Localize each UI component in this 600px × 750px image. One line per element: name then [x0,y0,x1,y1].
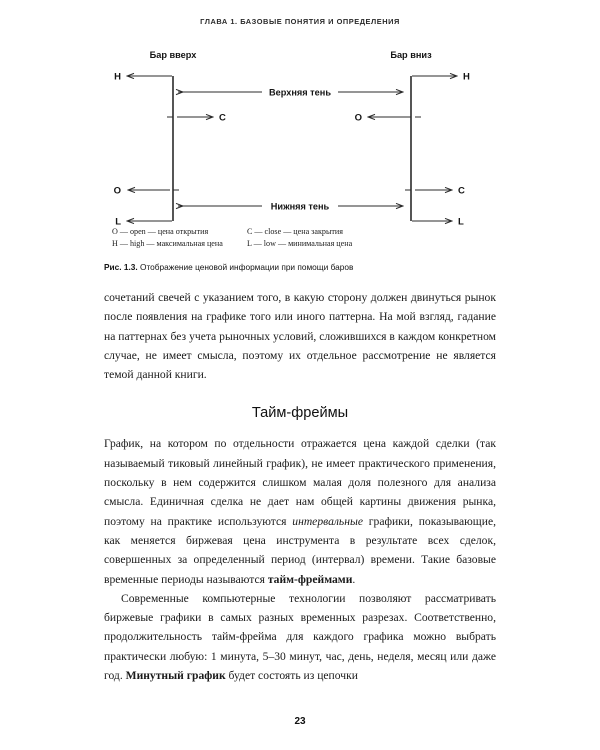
right-bar-low-label: L [458,216,464,228]
legend-open-definition: O — open — цена открытия [112,227,209,236]
paragraph-continued: сочетаний свечей с указанием того, в какую сторону должен двинуться рынок после появления на графике того или иного паттерна. На мой взгляд, гадание на паттернах без учета рыночных условий, сложившихся в каждом конкретном случае, не имеет смысла, поэтому их отдельное рассмотрение не является темой данной книги. [104,291,496,382]
right-bar-open-label: O [354,112,362,124]
legend-high-definition: H — high — максимальная цена [112,238,223,248]
right-bar-high-label: H [463,71,470,83]
paragraph-timeframes-1 [104,434,496,588]
legend-close-definition: C — close — цена закрытия [247,227,343,236]
left-bar-high-label: H [114,71,121,83]
page-number: 23 [294,716,306,727]
figure-legend [112,226,512,249]
section-heading: Тайм-фреймы [251,405,349,422]
lower-shadow-label: Нижняя тень [270,201,330,212]
para2-italic-term: интервальные [292,514,363,528]
para3-part-a: Современные компьютерные технологии позволяют рассматривать биржевые графики в самых разных временных разрезах. Соответственно, продолжительность тайм-фрейма для каждого графика можно выбрать практически любую: 1 минута, 5–30 минут, час, день, неделя, месяц или даже год. [104,591,496,683]
upper-shadow-label: Верхняя тень [269,87,331,98]
para2-bold-term: тайм-фреймами [267,572,353,586]
figure-caption [104,262,524,272]
right-bar-close-label: C [458,185,465,197]
legend-row [112,226,512,238]
left-bar-open-label: O [113,185,121,197]
right-bar-title: Бар вниз [390,50,432,60]
figure-caption-text: Отображение ценовой информации при помощи баров [140,262,354,272]
para2-part-b: графики, показывающие, как меняется биржевая цена инструмента в результате всех сделок, совершенных за определенный период (интервал) времени. Такие базовые временные периоды называются [104,514,496,586]
left-bar-title: Бар вверх [149,50,197,60]
legend-row [112,238,512,250]
para2-part-c: . [352,572,356,586]
running-head: ГЛАВА 1. БАЗОВЫЕ ПОНЯТИЯ И ОПРЕДЕЛЕНИЯ [200,17,400,26]
body-column [104,288,496,685]
figure-caption-number: Рис. 1.3. [104,262,138,272]
legend-low-definition: L — low — минимальная цена [247,238,353,248]
para3-bold-term: Минутный график [125,669,226,683]
paragraph-timeframes-2 [104,589,496,685]
para2-part-a: График, на котором по отдельности отражается цена каждой сделки (так называемый тиковый линейный график), не имеет практического применения, поскольку в нем содержится слишком малая доля полезного для анализа смысла. Единичная сделка не дает нам общей картины движения рынка, поэтому на практике используются [104,437,496,528]
para3-part-b: будет состоять из цепочки [225,669,358,683]
left-bar-low-label: L [115,216,121,228]
left-bar-close-label: C [219,112,226,124]
